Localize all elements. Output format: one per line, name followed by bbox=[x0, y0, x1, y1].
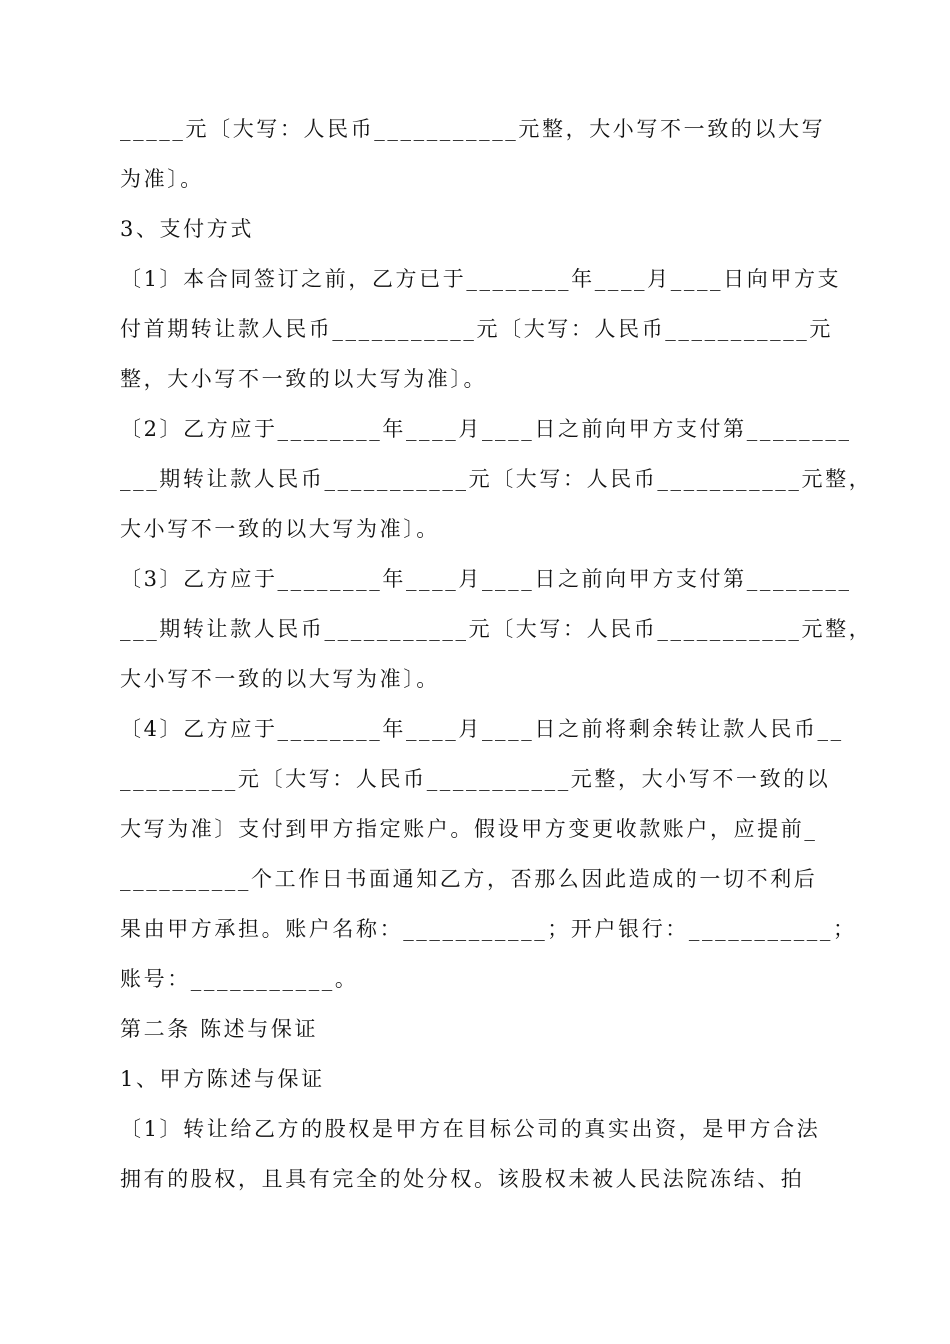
text-line-2: 为准〕。 bbox=[120, 167, 204, 191]
contract-text bbox=[120, 104, 873, 1204]
text-line-5: 付首期转让款人民币___________元〔大写：人民币___________元 bbox=[120, 317, 833, 341]
article-heading-representations: 第二条 陈述与保证 bbox=[120, 1017, 319, 1041]
text-line-21: 〔1〕转让给乙方的股权是甲方在目标公司的真实出资，是甲方合法 bbox=[120, 1117, 821, 1141]
text-line-13: 〔4〕乙方应于________年____月____日之前将剩余转让款人民币__ bbox=[120, 717, 844, 741]
text-line-12: 大小写不一致的以大写为准〕。 bbox=[120, 667, 440, 691]
text-line-6: 整，大小写不一致的以大写为准〕。 bbox=[120, 367, 488, 391]
text-line-10: 〔3〕乙方应于________年____月____日之前向甲方支付第________ bbox=[120, 567, 852, 591]
text-line-4: 〔1〕本合同签订之前，乙方已于________年____月____日向甲方支 bbox=[120, 267, 842, 291]
text-line-1: _____元〔大写：人民币___________元整，大小写不一致的以大写 bbox=[120, 117, 826, 141]
text-line-17: 果由甲方承担。账户名称：___________；开户银行：___________； bbox=[120, 917, 857, 941]
text-line-11: ___期转让款人民币___________元〔大写：人民币___________元整， bbox=[120, 617, 873, 641]
text-line-14: _________元〔大写：人民币___________元整，大小写不一致的以 bbox=[120, 767, 831, 791]
section-heading-party-a: 1、甲方陈述与保证 bbox=[120, 1067, 325, 1091]
text-line-15: 大写为准〕支付到甲方指定账户。假设甲方变更收款账户，应提前_ bbox=[120, 817, 818, 841]
text-line-22: 拥有的股权，且具有完全的处分权。该股权未被人民法院冻结、拍 bbox=[120, 1167, 805, 1191]
text-line-16: __________个工作日书面通知乙方，否那么因此造成的一切不利后 bbox=[120, 867, 818, 891]
text-line-18: 账号：___________。 bbox=[120, 967, 359, 991]
section-heading-payment-method: 3、支付方式 bbox=[120, 217, 254, 241]
text-line-8: ___期转让款人民币___________元〔大写：人民币___________元整， bbox=[120, 467, 873, 491]
text-line-9: 大小写不一致的以大写为准〕。 bbox=[120, 517, 440, 541]
text-line-7: 〔2〕乙方应于________年____月____日之前向甲方支付第________ bbox=[120, 417, 852, 441]
